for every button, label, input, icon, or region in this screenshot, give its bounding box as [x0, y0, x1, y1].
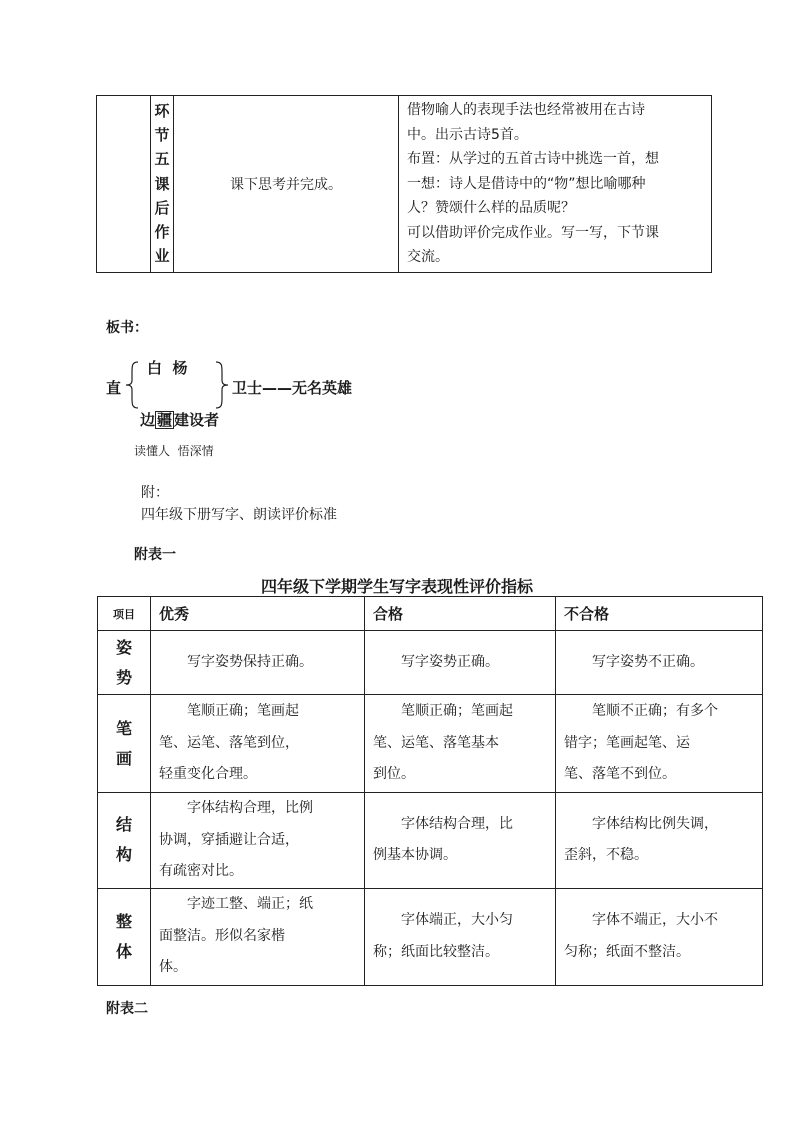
content-line: 人？赞颂什么样的品质呢？ — [407, 200, 575, 216]
content-line: 可以借助评价完成作业。写一写，下节课 — [407, 224, 659, 241]
cell-line: 字迹工整、端正；纸 — [187, 896, 313, 913]
left-brace-icon — [124, 360, 142, 410]
cell-line: 笔、落笔不到位。 — [564, 766, 676, 783]
item-char: 势 — [115, 667, 132, 687]
stage-char: 业 — [154, 247, 170, 266]
stage-char: 环 — [154, 101, 170, 120]
board-lower-boxed: 疆 — [157, 411, 173, 429]
cell-line: 笔顺正确；笔画起 — [187, 703, 299, 720]
cell-line: 字体结构比例失调， — [592, 815, 718, 832]
content-line: 交流。 — [407, 249, 449, 265]
fail-cell — [556, 888, 763, 985]
header-excellent: 优秀 — [151, 597, 365, 631]
excellent-cell — [151, 793, 365, 889]
cell-line: 写字姿势不正确。 — [592, 653, 704, 670]
cell-line: 写字姿势保持正确。 — [187, 653, 313, 670]
stage-char: 后 — [154, 198, 170, 217]
excellent-cell — [151, 888, 365, 985]
table-header-row — [98, 597, 763, 631]
cell-line: 称；纸面比较整洁。 — [373, 943, 499, 960]
item-char: 结 — [115, 815, 132, 835]
header-fail: 不合格 — [556, 597, 763, 631]
stage-char: 作 — [154, 223, 170, 242]
fail-cell — [556, 631, 763, 695]
item-char: 笔 — [115, 718, 132, 738]
fail-cell — [556, 695, 763, 793]
appendix-label: 附： — [141, 485, 169, 501]
pass-cell — [365, 888, 556, 985]
table-row — [98, 695, 763, 793]
cell-line: 有疏密对比。 — [159, 863, 243, 879]
cell-line: 匀称；纸面不整洁。 — [564, 943, 690, 960]
cell-line: 体。 — [159, 959, 187, 976]
table1-title: 四年级下学期学生写字表现性评价指标 — [260, 577, 533, 596]
content-line: 一想：诗人是借诗中的“物”想比喻哪种 — [407, 175, 646, 192]
cell-line: 笔顺正确；笔画起 — [401, 703, 513, 720]
excellent-cell — [151, 631, 365, 695]
activity-cell: 课下思考并完成。 — [174, 96, 399, 273]
header-item: 项目 — [98, 597, 151, 631]
table-row — [98, 631, 763, 695]
cell-line: 字体端正，大小匀 — [401, 912, 513, 928]
writing-eval-table — [97, 596, 763, 986]
cell-line: 例基本协调。 — [373, 847, 457, 864]
content-line: 布置：从学过的五首古诗中挑选一首，想 — [407, 151, 659, 167]
lesson-stage-table — [96, 95, 712, 273]
item-char: 整 — [115, 911, 132, 931]
stage-char: 节 — [154, 126, 170, 144]
board-upper-word: 白 杨 — [147, 359, 188, 377]
board-note: 读懂人 悟深情 — [134, 444, 214, 458]
content-cell — [399, 96, 712, 273]
board-lower-after: 建设者 — [174, 411, 220, 429]
empty-cell — [97, 96, 151, 273]
row-item — [98, 793, 151, 889]
cell-line: 到位。 — [373, 766, 415, 783]
content-line: 借物喻人的表现手法也经常被用在古诗 — [407, 102, 645, 118]
board-lower-before: 边 — [140, 411, 156, 429]
cell-line: 协调，穿插避让合适， — [159, 831, 299, 848]
table1-label: 附表一 — [134, 547, 176, 563]
row-item — [98, 695, 151, 793]
board-right-word: 卫士——无名英雄 — [232, 379, 353, 397]
cell-line: 字体结构合理，比 — [401, 815, 513, 832]
cell-line: 笔、运笔、落笔到位， — [159, 734, 299, 751]
excellent-cell — [151, 695, 365, 793]
stage-char: 课 — [154, 174, 170, 193]
board-left-word: 直 — [106, 379, 122, 397]
cell-line: 轻重变化合理。 — [159, 766, 257, 783]
table2-label: 附表二 — [106, 1001, 148, 1017]
item-char: 构 — [115, 845, 132, 865]
right-brace-icon — [212, 360, 230, 410]
row-item — [98, 888, 151, 985]
cell-line: 错字；笔画起笔、运 — [564, 734, 690, 751]
cell-line: 笔顺不正确；有多个 — [592, 703, 718, 720]
row-item — [98, 631, 151, 695]
appendix-desc: 四年级下册写字、朗读评价标准 — [141, 507, 337, 523]
stage-char: 五 — [154, 150, 170, 169]
cell-line: 笔、运笔、落笔基本 — [373, 734, 499, 751]
pass-cell — [365, 631, 556, 695]
content-line: 中。出示古诗5首。 — [407, 126, 528, 143]
pass-cell — [365, 793, 556, 889]
cell-line: 歪斜，不稳。 — [564, 847, 648, 864]
fail-cell — [556, 793, 763, 889]
board-label: 板书： — [106, 320, 148, 336]
item-char: 画 — [115, 748, 132, 768]
stage-name-cell — [151, 96, 174, 273]
cell-line: 字体结构合理，比例 — [187, 800, 313, 816]
header-pass: 合格 — [365, 597, 556, 631]
cell-line: 写字姿势正确。 — [401, 653, 499, 670]
table-row — [98, 888, 763, 985]
board-lower-word — [140, 409, 219, 430]
cell-line: 字体不端正，大小不 — [592, 912, 718, 928]
table-row — [98, 793, 763, 889]
pass-cell — [365, 695, 556, 793]
item-char: 体 — [115, 941, 132, 961]
item-char: 姿 — [115, 637, 132, 657]
cell-line: 面整洁。形似名家楷 — [159, 927, 285, 944]
